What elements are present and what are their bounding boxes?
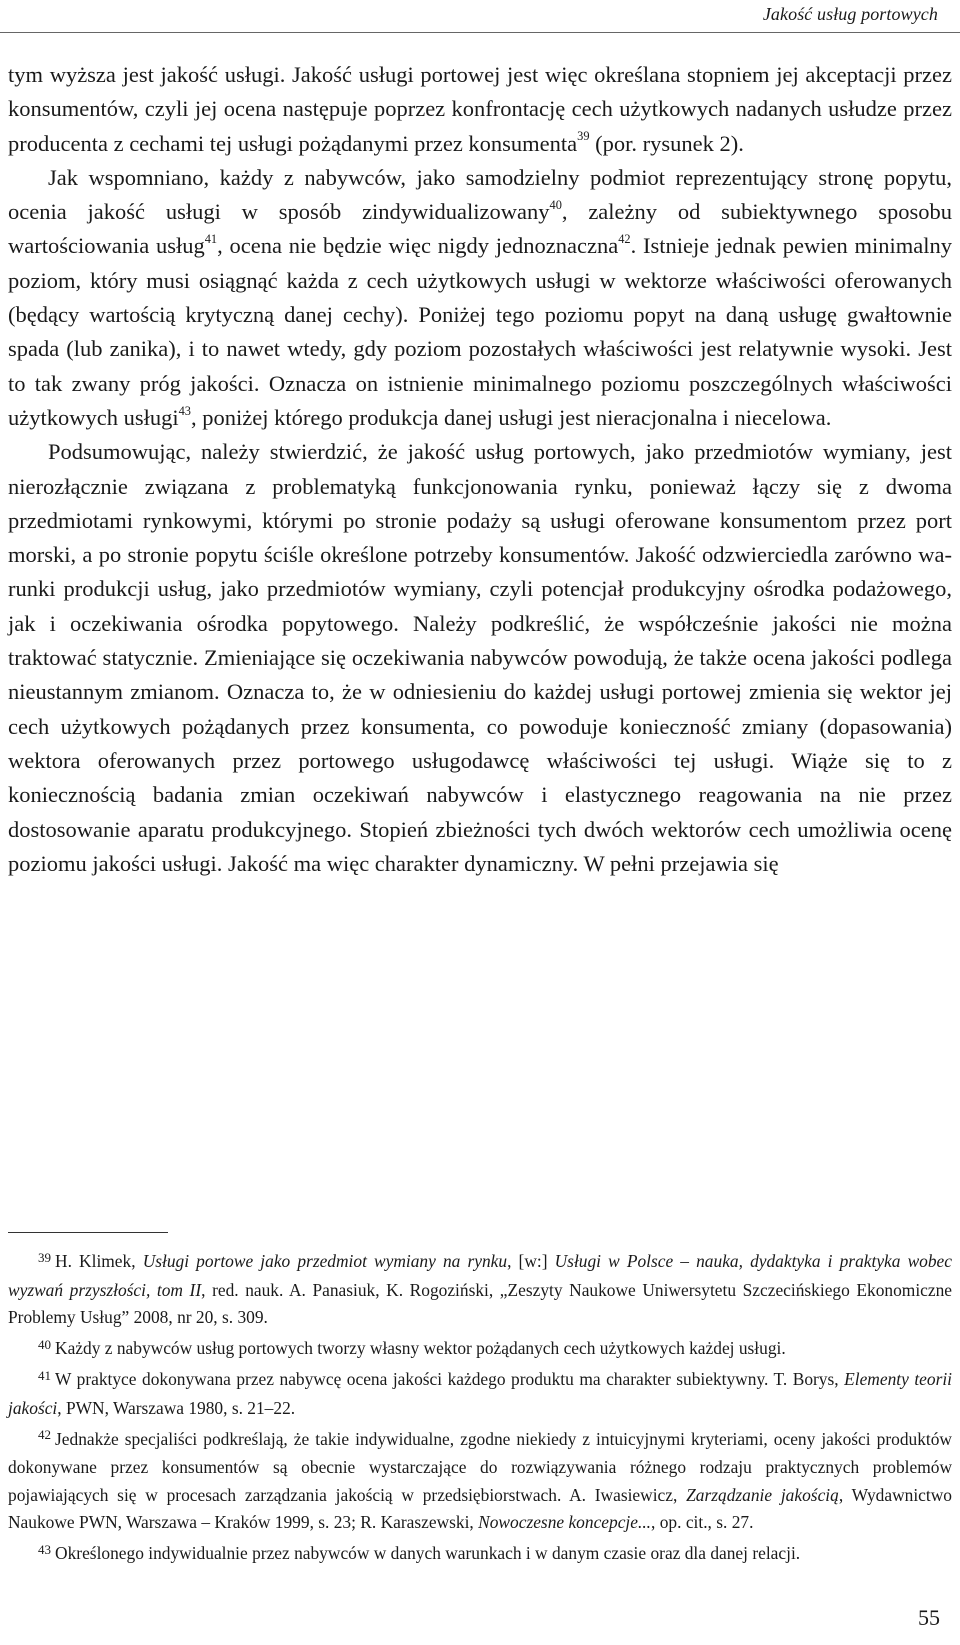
footnote-text: Określonego indywidualnie przez nabywców w danych warunkach i w danym czasie oraz dla danej relacji.	[55, 1542, 801, 1563]
footnote-title: Zarządzanie jakością	[686, 1484, 839, 1505]
footnote-title: Usługi w Polsce – nauka, dydaktyka i praktyka wobec wyzwań przyszłości, tom II	[8, 1251, 952, 1300]
footnote-ref-40[interactable]: 40	[549, 197, 562, 212]
footnote-text: Jednakże specjaliści podkreślają, że takie indywidualne, zgodne niekiedy z intuicyjnymi kryteriami, oceny jakości produktów dokonywane przez konsumentów są obecnie wystarczające do rozwiązywania różnego rodzaju praktycznych problemów pojawiających się w procesach zarządzania jakością w przedsiębiorstwach. A. Iwasiewicz,	[8, 1428, 952, 1505]
footnote-title: Elementy teorii jakości	[8, 1369, 952, 1418]
paragraph-2-text-c: , ocena nie będzie więc nigdy jednoznaczna	[217, 233, 619, 259]
paragraph-2-text-e: , poniżej którego produkcja danej usługi jest nieracjonalna i niecelowa.	[190, 404, 832, 430]
footnote-text: , [w:]	[507, 1251, 555, 1271]
paragraph-2-text-d: . Istnieje jednak pewien minimalny poziom, który musi osiągnąć każda z cech użytkowych usługi w wektorze właściwości oferowanych (będący wartością krytyczną danej cechy). Poniżej tego poziomu popyt na daną usługę gwałtownie spada (lub zanika), i to nawet wtedy, gdy poziom pozostałych właściwości jest relatywnie wysoki. Jest to tak zwany próg jakości. Oznacza on istnienie minimalnego poziomu poszczególnych właściwości użytkowych usługi	[8, 233, 952, 430]
footnote-41	[8, 1366, 952, 1422]
paragraph-2	[8, 161, 952, 435]
main-text	[8, 58, 952, 881]
footnote-text: H. Klimek,	[55, 1251, 143, 1271]
paragraph-1-text-a: tym wyższa jest jakość usługi. Jakość usługi portowej jest więc określana stopniem jej akceptacji przez konsumentów, czyli jej ocena następuje poprzez konfrontację cech użytkowych nadanych usłudze przez producenta z cechami tej usługi pożądanymi przez konsumenta	[8, 62, 952, 156]
footnote-number: 43	[38, 1541, 52, 1557]
paragraph-3: Podsumowując, należy stwierdzić, że jakość usług portowych, jako przedmiotów wymiany, jest nierozłącznie związana z problematyką funkcjonowania rynku, ponieważ łączy się z dwoma przedmiotami rynkowymi, którymi po stronie podaży są usługi oferowane konsumentom przez port morski, a po stronie popytu ściśle określone potrzeby konsumentów. Jakość odzwierciedla zarówno warunki produkcji usług, jako przedmiotów wymiany, czyli potencjał produkcyjny ośrodka podażowego, jak i oczekiwania ośrodka popytowego. Należy podkreślić, że współcześnie jakości nie można traktować statycznie. Zmieniające się oczekiwania nabywców powodują, że także ocena jakości podlega nieustannym zmianom. Oznacza to, że w odniesieniu do każdej usługi portowej zmienia się wektor jej cech użytkowych pożądanych przez konsumenta, co powoduje konieczność zmiany (dopasowania) wektora oferowanych przez portowego usługodawcę właściwości tej usługi. Wiąże się to z koniecznością badania zmian oczekiwań nabywców i elastycznego reagowania na nie przez dostosowanie aparatu produkcyjnego. Stopień zbieżności tych dwóch wektorów cech umożliwia ocenę poziomu jakości usługi. Jakość ma więc charakter dynamiczny. W pełni przejawia się	[8, 439, 952, 876]
footnote-number: 41	[38, 1368, 52, 1384]
paragraph-2-text-b: , zależny od subiektywnego sposobu wartościowania usług	[8, 199, 952, 259]
footnote-ref-39[interactable]: 39	[577, 129, 590, 144]
footnote-text: W praktyce dokonywana przez nabywcę ocena jakości każdego produktu ma charakter subiektywny. T. Borys,	[55, 1369, 845, 1390]
running-head: Jakość usług portowych	[762, 4, 938, 24]
footnote-ref-41[interactable]: 41	[204, 232, 218, 247]
footnote-43	[8, 1540, 952, 1569]
header-rule	[0, 32, 960, 33]
footnote-text: Każdy z nabywców usług portowych tworzy własny wektor pożądanych cech użytkowych każdej usługi.	[55, 1337, 786, 1358]
footnote-number: 40	[38, 1336, 52, 1352]
footnote-ref-43[interactable]: 43	[178, 403, 191, 418]
footnotes	[8, 1248, 952, 1572]
footnote-39	[8, 1248, 952, 1332]
footnote-text: , PWN, Warszawa 1980, s. 21–22.	[57, 1397, 296, 1418]
footnote-separator	[8, 1232, 168, 1233]
paragraph-1	[8, 58, 952, 161]
footnote-40	[8, 1335, 952, 1364]
footnote-text: , red. nauk. A. Panasiuk, K. Rogoziński, „Zeszyty Naukowe Uniwersytetu Szczecińskiego Ekonomiczne Problemy Usług” 2008, nr 20, s. 309.	[8, 1279, 953, 1328]
footnote-text: , op. cit., s. 27.	[651, 1512, 754, 1533]
footnote-number: 42	[38, 1427, 52, 1443]
footnote-42	[8, 1426, 952, 1537]
footnote-text: , Wydawnictwo Naukowe PWN, Warszawa – Kraków 1999, s. 23; R. Karaszewski,	[8, 1484, 952, 1533]
footnote-ref-42[interactable]: 42	[618, 232, 631, 247]
footnote-number: 39	[38, 1249, 52, 1265]
page-number: 55	[918, 1605, 940, 1630]
footnote-title: Nowoczesne koncepcje...	[478, 1512, 652, 1533]
paragraph-1-text-b: (por. rysunek 2).	[589, 130, 744, 156]
footnote-title: Usługi portowe jako przedmiot wymiany na rynku	[142, 1251, 508, 1271]
paragraph-2-text-a: Jak wspomniano, każdy z nabywców, jako samodzielny podmiot reprezentujący stronę popytu, ocenia jakość usługi w sposób zindywidualizowany	[8, 164, 952, 225]
